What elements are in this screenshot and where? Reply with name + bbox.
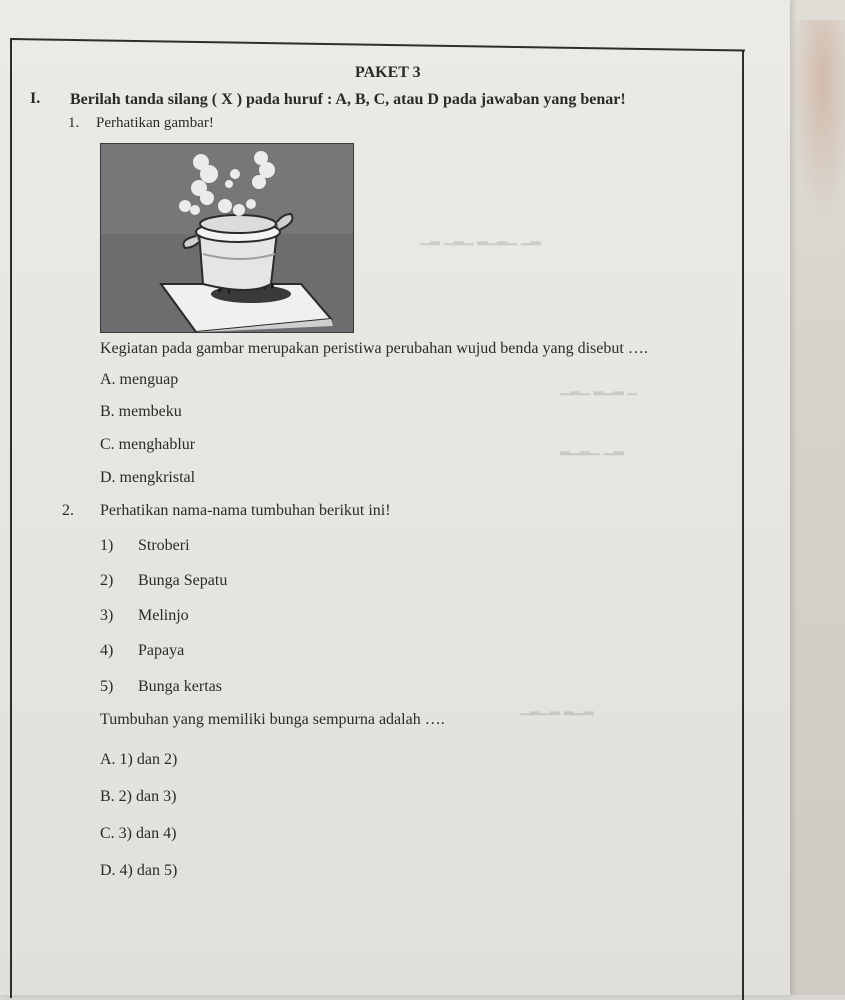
list-item-label: Papaya	[138, 642, 185, 659]
question-1-stem: Kegiatan pada gambar merupakan peristiwa perubahan wujud benda yang disebut ….	[100, 340, 648, 357]
page-title: PAKET 3	[355, 64, 421, 81]
show-through-text: ▁▂ ▁▂▁ ▂▁▂▁ ▁▂	[420, 230, 541, 245]
list-item-label: Bunga kertas	[138, 678, 222, 695]
list-item-number: 5)	[100, 678, 114, 695]
question-1-prompt: Perhatikan gambar!	[96, 115, 214, 131]
list-item-number: 3)	[100, 607, 114, 624]
question-2-option-a[interactable]: A. 1) dan 2)	[100, 751, 178, 768]
list-item-label: Stroberi	[138, 537, 190, 554]
boiling-pot-illustration	[100, 143, 354, 333]
section-instruction: Berilah tanda silang ( X ) pada huruf : A, B, C, atau D pada jawaban yang benar!	[70, 91, 626, 108]
list-item-number: 1)	[100, 537, 114, 554]
question-1-number: 1.	[68, 115, 80, 131]
list-item-label: Bunga Sepatu	[138, 572, 228, 589]
question-1-option-a[interactable]: A. menguap	[100, 371, 179, 388]
section-number: I.	[30, 90, 41, 107]
boiling-pot-image	[101, 144, 353, 332]
question-2-number: 2.	[62, 502, 74, 519]
question-2-prompt: Perhatikan nama-nama tumbuhan berikut ini!	[100, 502, 391, 519]
list-item-label: Melinjo	[138, 607, 189, 624]
question-1-option-b[interactable]: B. membeku	[100, 403, 182, 420]
question-2-option-c[interactable]: C. 3) dan 4)	[100, 825, 177, 842]
show-through-text: ▂▁▂▁ ▁▂	[560, 440, 624, 455]
page-border-top	[10, 38, 745, 52]
page-border-left	[10, 38, 12, 998]
question-2-option-d[interactable]: D. 4) dan 5)	[100, 862, 178, 879]
question-2-stem: Tumbuhan yang memiliki bunga sempurna adalah ….	[100, 711, 445, 728]
question-1-option-d[interactable]: D. mengkristal	[100, 469, 196, 486]
question-2-option-b[interactable]: B. 2) dan 3)	[100, 788, 177, 805]
show-through-text: ▁▂▁▂ ▂▁▂	[520, 700, 594, 715]
show-through-text: ▁▂▁ ▂▁▂ ▁	[560, 380, 638, 395]
table-stain	[790, 20, 845, 220]
list-item-number: 2)	[100, 572, 114, 589]
list-item-number: 4)	[100, 642, 114, 659]
question-1-option-c[interactable]: C. menghablur	[100, 436, 196, 453]
page-border-right	[742, 50, 744, 1000]
